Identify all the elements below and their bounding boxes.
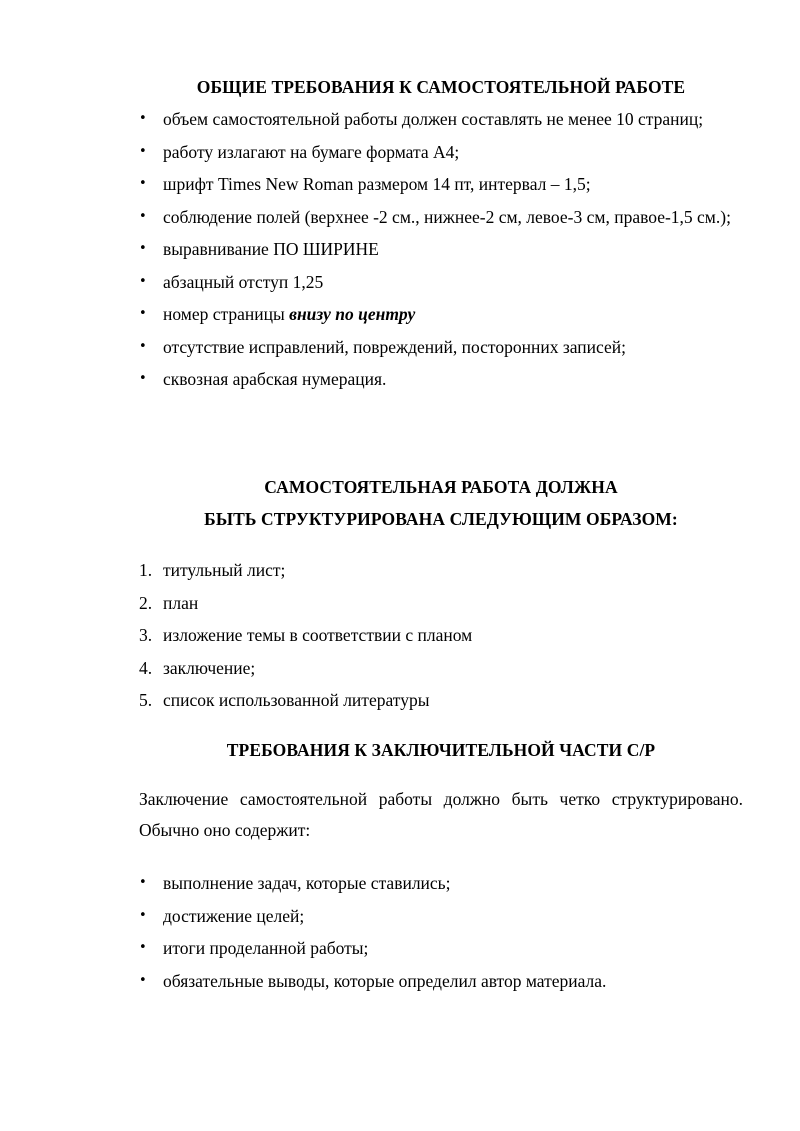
bullet-icon: •	[139, 241, 147, 256]
structure-list	[139, 554, 743, 717]
list-item: • шрифт Times New Roman размером 14 пт, интервал – 1,5;	[139, 168, 743, 201]
bullet-icon: •	[139, 208, 147, 224]
bullet-icon: •	[139, 111, 147, 126]
section-heading-general-requirements: ОБЩИЕ ТРЕБОВАНИЯ К САМОСТОЯТЕЛЬНОЙ РАБОТЕ	[196, 77, 686, 97]
bullet-icon: •	[139, 371, 147, 386]
list-number: 4.	[139, 657, 153, 678]
bullet-icon: •	[139, 306, 147, 321]
list-item: • итоги проделанной работы;	[139, 932, 743, 965]
list-item: 2. план	[139, 587, 743, 620]
list-item: • отсутствие исправлений, повреждений, посторонних записей;	[139, 331, 743, 364]
bullet-icon: •	[139, 940, 147, 955]
list-item-page-number: • номер страницы внизу по центру	[139, 298, 743, 331]
list-item: 1. титульный лист;	[139, 554, 743, 587]
section-heading-conclusion-requirements: ТРЕБОВАНИЯ К ЗАКЛЮЧИТЕЛЬНОЙ ЧАСТИ С/Р	[226, 740, 656, 760]
list-item: • объем самостоятельной работы должен составлять не менее 10 страниц;	[139, 103, 743, 136]
list-number: 2.	[139, 592, 153, 613]
list-item: • обязательные выводы, которые определил автор материала.	[139, 965, 743, 998]
bullet-icon: •	[139, 907, 147, 923]
list-item: 5. список использованной литературы	[139, 684, 743, 717]
general-requirements-list	[139, 103, 743, 396]
list-item: • соблюдение полей (верхнее -2 см., нижнее-2 см, левое-3 см, правое-1,5 см.);	[139, 201, 743, 234]
section-heading-structure-line2: БЫТЬ СТРУКТУРИРОВАНА СЛЕДУЮЩИМ ОБРАЗОМ:	[204, 509, 678, 529]
bullet-icon: •	[139, 176, 147, 191]
conclusion-contents-list	[139, 867, 743, 997]
list-item: 4. заключение;	[139, 652, 743, 685]
bullet-icon: •	[139, 972, 147, 988]
list-number: 1.	[139, 560, 153, 580]
list-item: 3. изложение темы в соответствии с планом	[139, 619, 743, 652]
emphasis-text: внизу по центру	[289, 304, 416, 324]
list-item: • выполнение задач, которые ставились;	[139, 867, 743, 900]
list-item: • сквозная арабская нумерация.	[139, 363, 743, 396]
list-item: • достижение целей;	[139, 900, 743, 933]
list-item: • выравнивание ПО ШИРИНЕ	[139, 233, 743, 266]
list-number: 5.	[139, 690, 153, 710]
bullet-icon: •	[139, 143, 147, 159]
list-item: • работу излагают на бумаге формата А4;	[139, 136, 743, 169]
bullet-icon: •	[139, 273, 147, 289]
bullet-icon: •	[139, 875, 147, 890]
list-number: 3.	[139, 625, 153, 645]
conclusion-paragraph: Заключение самостоятельной работы должно быть четко структурировано. Обычно оно содержит:	[139, 789, 743, 840]
list-item: • абзацный отступ 1,25	[139, 266, 743, 299]
section-heading-structure-line1: САМОСТОЯТЕЛЬНАЯ РАБОТА ДОЛЖНА	[264, 477, 618, 497]
bullet-icon: •	[139, 338, 147, 354]
